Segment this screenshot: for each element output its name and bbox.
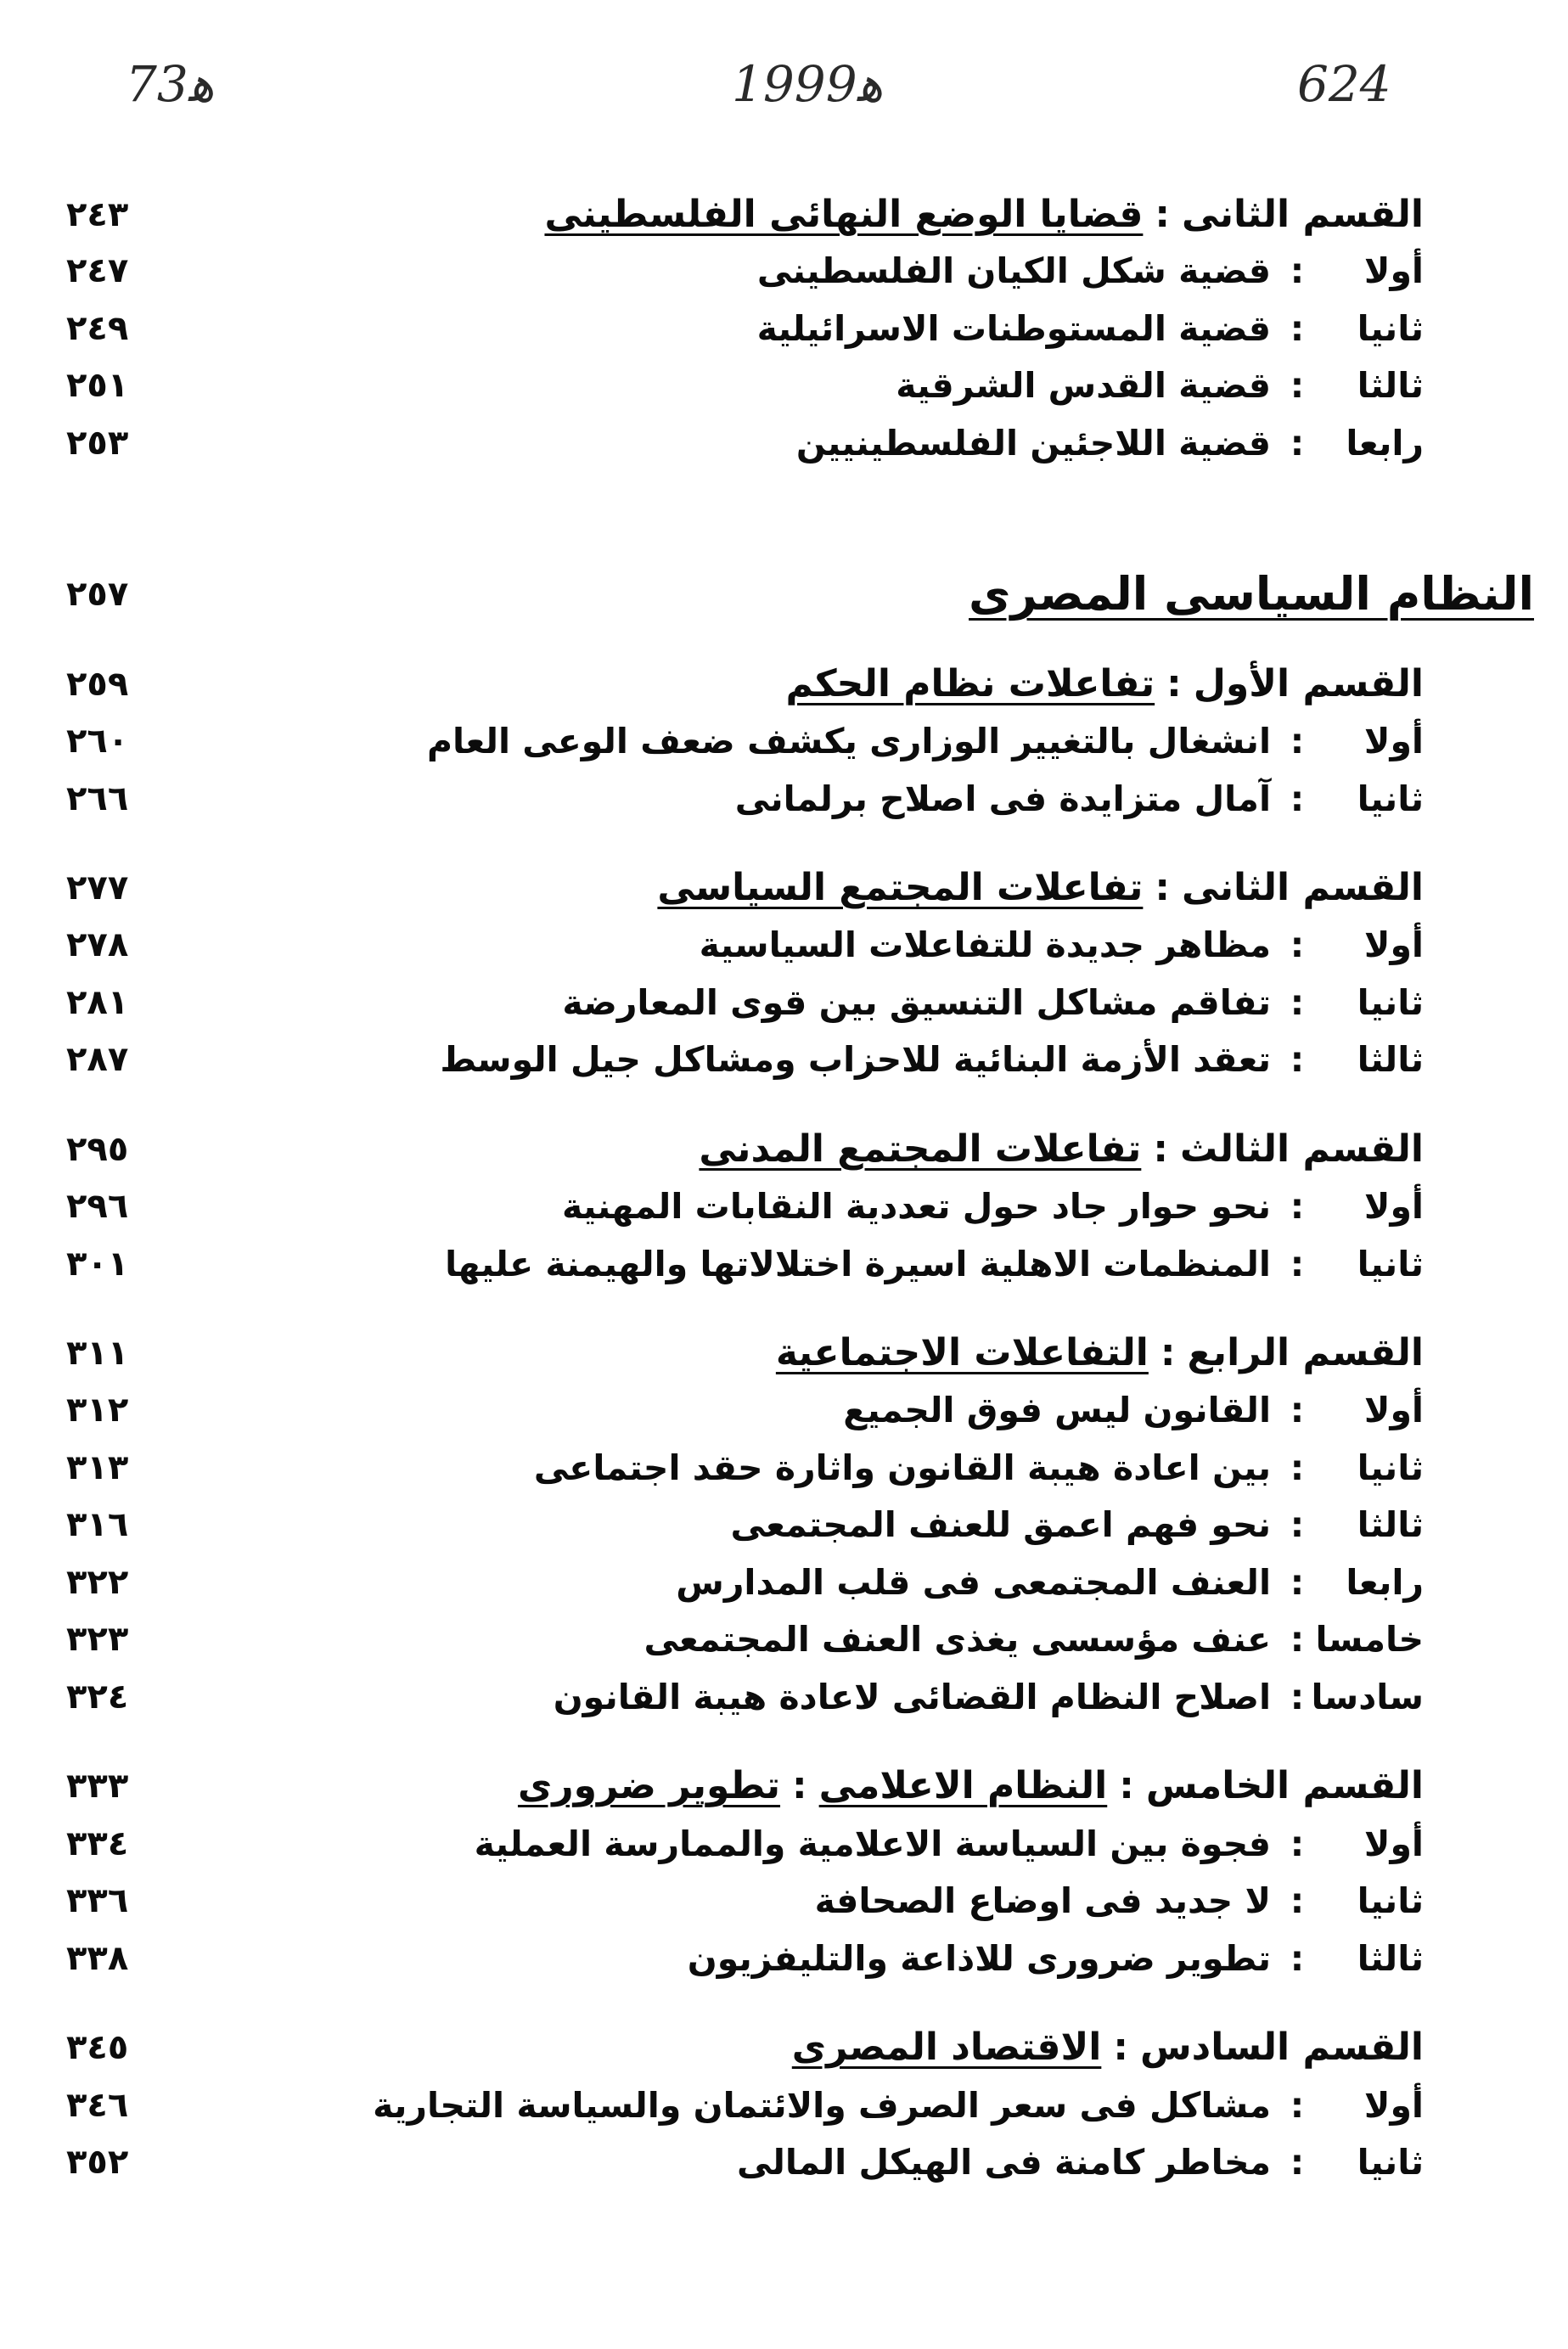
page-number: ٢٤٧ [66, 251, 129, 290]
page-number: ٢٥١ [66, 366, 129, 405]
section-title: تفاعلات نظام الحكم [785, 662, 1155, 705]
toc-entry-text [373, 2079, 1424, 2139]
toc-section-row [0, 188, 1568, 241]
toc-entry-text [554, 1671, 1424, 1731]
toc-entry-row [0, 302, 1568, 355]
toc-entry-text [544, 188, 1424, 249]
colon-separator: : [1290, 1186, 1305, 1227]
entry-label: ثالثا [1357, 1504, 1424, 1545]
section-label: القسم الخامس [1145, 1764, 1424, 1807]
toc-entry-text [731, 1498, 1424, 1559]
toc-entry-text [562, 1180, 1424, 1240]
colon-separator: : [1290, 1390, 1305, 1430]
toc-entry-row [0, 1818, 1568, 1870]
colon-separator: : [1166, 662, 1182, 705]
entry-title: القانون ليس فوق الجميع [843, 1390, 1271, 1430]
colon-separator: : [1290, 721, 1305, 761]
entry-label: ثالثا [1357, 365, 1424, 406]
page-number: ٢٤٣ [66, 195, 129, 234]
page-number: ٣١٦ [66, 1505, 129, 1544]
entry-label: ثانيا [1357, 1244, 1424, 1284]
page-number: ٢٦٦ [66, 779, 129, 818]
entry-title: فجوة بين السياسة الاعلامية والممارسة العملية [474, 1824, 1271, 1864]
toc-section-row [0, 1760, 1568, 1812]
colon-separator: : [1290, 1039, 1305, 1080]
toc-entry-text [735, 773, 1424, 833]
entry-title: لا جديد فى اوضاع الصحافة [814, 1880, 1271, 1921]
toc-entry-row [0, 1671, 1568, 1723]
colon-separator: : [1290, 365, 1305, 406]
toc-section-row [0, 862, 1568, 914]
entry-title: آمال متزايدة فى اصلاح برلمانى [734, 778, 1271, 819]
colon-separator: : [1290, 423, 1305, 464]
page-number: ٣٢٢ [66, 1563, 129, 1602]
toc-entry-text [643, 1613, 1424, 1673]
page-number: ٢٧٨ [66, 925, 129, 964]
toc-entry-text [427, 715, 1424, 775]
section-subtitle: تطوير ضرورى [517, 1764, 781, 1807]
toc-entry-text [676, 1556, 1424, 1616]
colon-separator: : [1290, 2142, 1305, 2183]
page-number: ٣٥٢ [66, 2143, 129, 2182]
colon-separator: : [792, 1764, 807, 1807]
entry-label: أولا [1363, 2085, 1424, 2126]
colon-separator: : [1290, 2085, 1305, 2126]
colon-separator: : [1290, 1562, 1305, 1603]
page-number: ٣١١ [66, 1334, 129, 1373]
page-number: ٣٣٤ [66, 1824, 129, 1863]
toc-entry-row [0, 976, 1568, 1029]
page-number: ٣٤٦ [66, 2086, 129, 2125]
toc-entry-row [0, 1498, 1568, 1551]
toc-entry-text [562, 976, 1424, 1037]
entry-title: بين اعادة هيبة القانون واثارة حقد اجتماعى [533, 1447, 1271, 1488]
entry-label: ثانيا [1357, 982, 1424, 1023]
entry-title: قضية شكل الكيان الفلسطينى [756, 250, 1271, 291]
toc-entry-text [815, 1874, 1424, 1935]
colon-separator: : [1290, 1504, 1305, 1545]
colon-separator: : [1153, 1127, 1168, 1171]
entry-title: قضية اللاجئين الفلسطينيين [795, 423, 1271, 464]
toc-entry-text [699, 1123, 1424, 1183]
colon-separator: : [1290, 778, 1305, 819]
section-label: القسم الأول [1193, 662, 1424, 705]
toc-entry-row [0, 1556, 1568, 1609]
toc-section-row [0, 1123, 1568, 1176]
toc-entry-row [0, 1874, 1568, 1927]
entry-label: رابعا [1346, 423, 1424, 464]
page-number: ٣٣٣ [66, 1767, 129, 1806]
colon-separator: : [1290, 924, 1305, 965]
toc-entry-text [757, 302, 1424, 362]
entry-title: مظاهر جديدة للتفاعلات السياسية [699, 924, 1271, 965]
entry-label: ثانيا [1357, 778, 1424, 819]
entry-title: قضية القدس الشرقية [896, 365, 1271, 406]
colon-separator: : [1160, 1331, 1176, 1374]
entry-title: نحو فهم اعمق للعنف المجتمعى [730, 1504, 1271, 1545]
colon-separator: : [1113, 2026, 1128, 2069]
entry-label: سادسا [1311, 1677, 1424, 1717]
toc-entry-text [700, 919, 1424, 979]
colon-separator: : [1290, 1677, 1305, 1717]
section-title: تفاعلات المجتمع المدنى [699, 1127, 1142, 1171]
entry-title: تفاقم مشاكل التنسيق بين قوى المعارضة [562, 982, 1271, 1023]
handwritten-note-center: ﻫ1999 [732, 55, 884, 113]
toc-entry-row [0, 417, 1568, 469]
entry-label: ثانيا [1357, 308, 1424, 349]
toc-entry-text [737, 2136, 1424, 2196]
colon-separator: : [1155, 193, 1170, 236]
toc-entry-row [0, 1384, 1568, 1436]
part-title: النظام السياسى المصرى [969, 567, 1534, 621]
toc-entry-text [688, 1932, 1424, 1992]
colon-separator: : [1290, 982, 1305, 1023]
section-title: تفاعلات المجتمع السياسى [657, 866, 1144, 909]
toc-entry-row [0, 919, 1568, 971]
colon-separator: : [1119, 1764, 1134, 1807]
toc-entry-text [796, 417, 1424, 477]
entry-label: أولا [1363, 721, 1424, 761]
entry-title: المنظمات الاهلية اسيرة اختلالاتها والهيمنة عليها [445, 1244, 1271, 1284]
entry-title: العنف المجتمعى فى قلب المدارس [676, 1562, 1271, 1603]
toc-entry-row [0, 1441, 1568, 1494]
entry-title: مخاطر كامنة فى الهيكل المالى [737, 2142, 1271, 2183]
entry-title: مشاكل فى سعر الصرف والائتمان والسياسة التجارية [373, 2085, 1271, 2126]
page-number: ٢٥٣ [66, 424, 129, 463]
entry-label: ثانيا [1357, 1880, 1424, 1921]
page-number: ٢٥٩ [66, 665, 129, 704]
entry-title: تطوير ضرورى للاذاعة والتليفزيون [687, 1938, 1271, 1979]
toc-entry-row [0, 359, 1568, 412]
toc-entry-text [786, 658, 1424, 718]
toc-entry-row [0, 715, 1568, 767]
page-number: ٣٣٨ [66, 1939, 129, 1978]
entry-label: ثالثا [1357, 1938, 1424, 1979]
page-number: ٣١٣ [66, 1448, 129, 1487]
toc-section-row [0, 2021, 1568, 2074]
toc-entry-row [0, 244, 1568, 297]
toc-entry-text [534, 1441, 1424, 1502]
page-number: ٣٠١ [66, 1245, 129, 1284]
toc-section-row [0, 1327, 1568, 1380]
entry-title: عنف مؤسسى يغذى العنف المجتمعى [643, 1619, 1271, 1660]
page-number: ٣٢٤ [66, 1677, 129, 1717]
toc-entry-row [0, 773, 1568, 825]
toc-entry-row [0, 1033, 1568, 1086]
colon-separator: : [1290, 1619, 1305, 1660]
toc-entry-text [896, 359, 1424, 419]
toc-section-row [0, 658, 1568, 711]
handwritten-note-right: 624 [1297, 55, 1391, 113]
page-number: ٢٤٩ [66, 309, 129, 348]
toc-entry-text [657, 862, 1424, 922]
page-number: ٢٨١ [66, 983, 129, 1022]
page-number: ٢٧٧ [66, 868, 129, 908]
section-title: النظام الاعلامى [818, 1764, 1108, 1807]
page-number: ٢٨٧ [66, 1040, 129, 1079]
section-label: القسم الثانى [1182, 193, 1424, 236]
toc-entry-text [440, 1033, 1424, 1093]
page-number: ٢٦٠ [66, 722, 129, 761]
colon-separator: : [1290, 1824, 1305, 1864]
toc-entry-text [757, 244, 1424, 305]
colon-separator: : [1290, 1938, 1305, 1979]
toc-entry-text [969, 568, 1534, 632]
section-label: القسم الثالث [1179, 1127, 1424, 1171]
colon-separator: : [1290, 1447, 1305, 1488]
page-number: ٣٢٣ [66, 1620, 129, 1659]
entry-label: أولا [1363, 1390, 1424, 1430]
entry-label: رابعا [1346, 1562, 1424, 1603]
entry-label: أولا [1363, 1824, 1424, 1864]
toc-entry-row [0, 2079, 1568, 2132]
entry-label: ثانيا [1357, 1447, 1424, 1488]
entry-title: قضية المستوطنات الاسرائيلية [756, 308, 1271, 349]
toc-entry-text [776, 1327, 1424, 1387]
toc-entry-text [475, 1818, 1424, 1878]
entry-label: ثالثا [1357, 1039, 1424, 1080]
page-number: ٣٣٦ [66, 1881, 129, 1920]
colon-separator: : [1290, 308, 1305, 349]
section-title: الاقتصاد المصرى [791, 2026, 1102, 2069]
page-number: ٢٩٦ [66, 1187, 129, 1226]
section-label: القسم السادس [1139, 2026, 1424, 2069]
toc-entry-row [0, 1613, 1568, 1666]
entry-label: أولا [1363, 924, 1424, 965]
toc-entry-row [0, 1238, 1568, 1290]
toc-part-row [0, 568, 1568, 621]
toc-entry-text [518, 1760, 1424, 1820]
page-number: ٣٤٥ [66, 2028, 129, 2067]
page-number: ٢٩٥ [66, 1130, 129, 1169]
toc-entry-text [445, 1238, 1424, 1298]
page-number: ٣١٢ [66, 1391, 129, 1430]
page-number: ٢٥٧ [66, 575, 129, 614]
toc-entry-row [0, 1180, 1568, 1233]
section-label: القسم الرابع [1187, 1331, 1424, 1374]
entry-title: تعقد الأزمة البنائية للاحزاب ومشاكل جيل الوسط [440, 1039, 1271, 1080]
section-title: قضايا الوضع النهائى الفلسطينى [544, 193, 1144, 236]
entry-title: اصلاح النظام القضائى لاعادة هيبة القانون [553, 1677, 1271, 1717]
toc-entry-row [0, 2136, 1568, 2189]
section-title: التفاعلات الاجتماعية [775, 1331, 1149, 1374]
colon-separator: : [1290, 250, 1305, 291]
entry-label: خامسا [1315, 1619, 1424, 1660]
toc-entry-row [0, 1932, 1568, 1985]
toc-entry-text [792, 2021, 1424, 2082]
entry-title: انشغال بالتغيير الوزارى يكشف ضعف الوعى العام [426, 721, 1271, 761]
colon-separator: : [1290, 1880, 1305, 1921]
entry-label: ثانيا [1357, 2142, 1424, 2183]
entry-title: نحو حوار جاد حول تعددية النقابات المهنية [562, 1186, 1271, 1227]
entry-label: أولا [1363, 250, 1424, 291]
colon-separator: : [1155, 866, 1170, 909]
toc-entry-text [843, 1384, 1424, 1444]
handwritten-note-left: ﻫ73 [126, 55, 215, 113]
entry-label: أولا [1363, 1186, 1424, 1227]
section-label: القسم الثانى [1182, 866, 1424, 909]
colon-separator: : [1290, 1244, 1305, 1284]
